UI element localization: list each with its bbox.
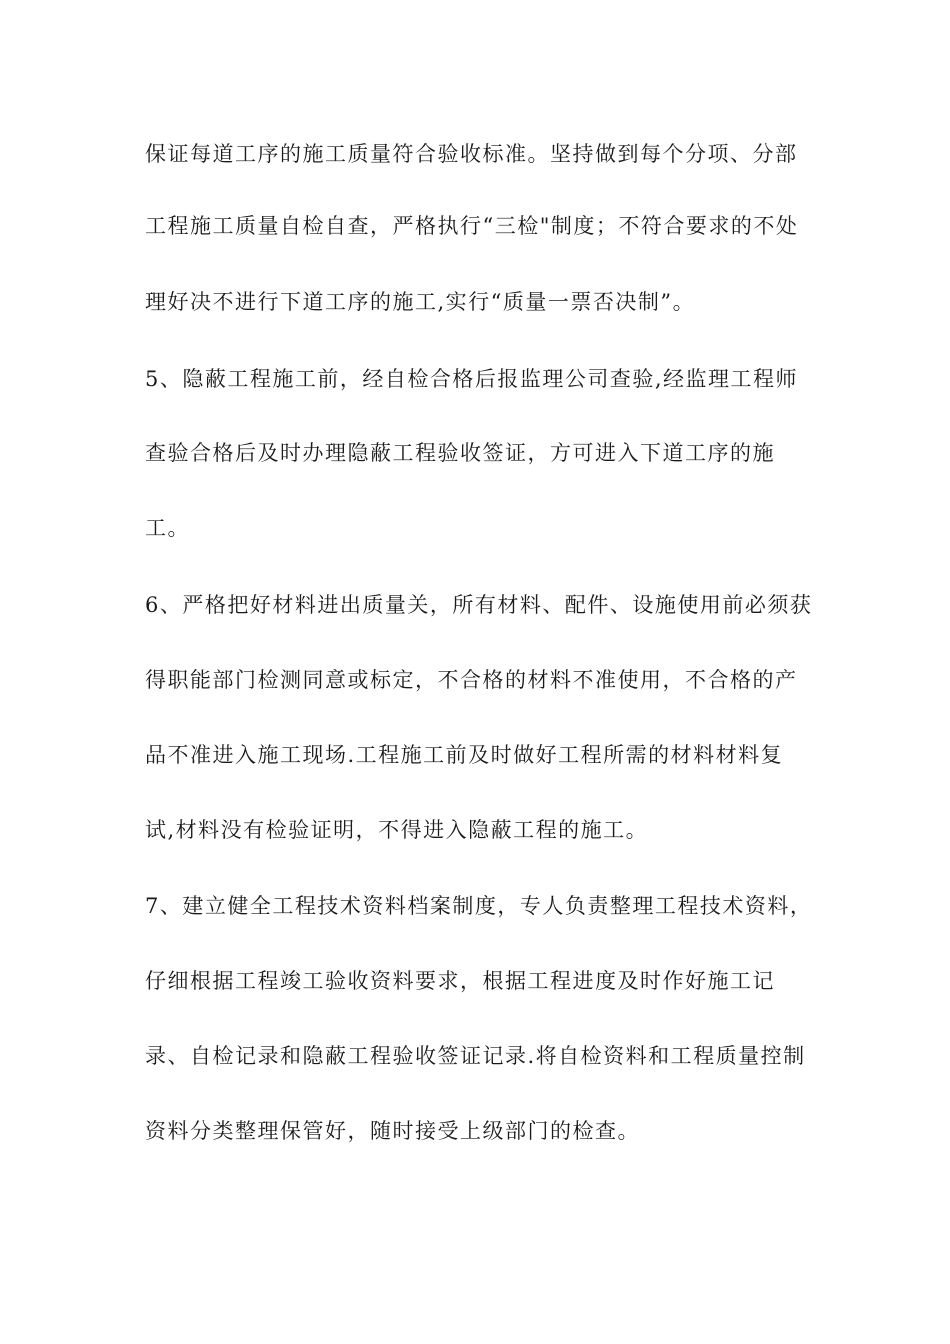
text-line: 7、建立健全工程技术资料档案制度，专人负责整理工程技术资料， — [145, 894, 813, 918]
text-line: 保证每道工序的施工质量符合验收标准。坚持做到每个分项、分部 — [145, 142, 798, 166]
text-line: 5、隐蔽工程施工前，经自检合格后报监理公司查验,经监理工程师 — [145, 367, 799, 391]
text-line: 6、严格把好材料进出质量关，所有材料、配件、设施使用前必须获 — [145, 593, 813, 617]
text-line: 工程施工质量自检自查，严格执行“三检"制度；不符合要求的不处 — [145, 214, 799, 238]
text-line: 仔细根据工程竣工验收资料要求，根据工程进度及时作好施工记 — [145, 969, 775, 993]
text-line: 工。 — [145, 516, 190, 540]
text-line: 资料分类整理保管好，随时接受上级部门的检查。 — [145, 1119, 640, 1143]
text-line: 得职能部门检测同意或标定，不合格的材料不准使用，不合格的产 — [145, 668, 798, 692]
text-line: 试,材料没有检验证明，不得进入隐蔽工程的施工。 — [145, 818, 649, 842]
text-line: 查验合格后及时办理隐蔽工程验收签证，方可进入下道工序的施 — [145, 441, 775, 465]
text-line: 品不准进入施工现场.工程施工前及时做好工程所需的材料材料复 — [145, 743, 784, 767]
text-line: 理好决不进行下道工序的施工,实行“质量一票否决制”。 — [145, 290, 696, 314]
text-line: 录、自检记录和隐蔽工程验收签证记录.将自检资料和工程质量控制 — [145, 1044, 806, 1068]
